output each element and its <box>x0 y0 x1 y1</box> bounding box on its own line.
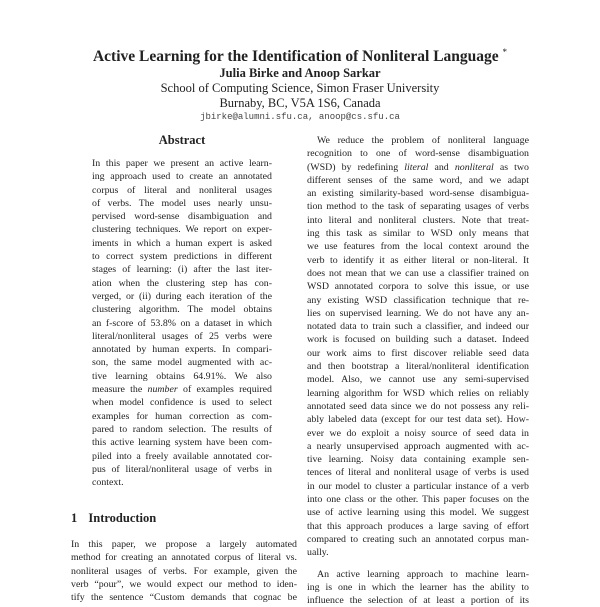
title-footnote-mark: * <box>502 47 508 57</box>
text-line: context. <box>92 477 124 489</box>
text-segment: and <box>428 161 455 173</box>
text-line: We reduce the problem of nonliteral language <box>317 135 529 146</box>
text-line: and then bootstrap a literal/nonliteral identification <box>307 361 529 373</box>
text-line: pus of literal/nonliteral usage of verbs in <box>92 463 272 475</box>
right-column-body <box>307 134 529 607</box>
address: Burnaby, BC, V5A 1S6, Canada <box>219 96 381 110</box>
text-line: use of active learning using this model. We suggest <box>307 507 529 519</box>
text-line: An active learning approach to machine learn- <box>317 568 529 580</box>
text-line: ing this task as similar to WSD only means that <box>307 228 529 240</box>
text-line: when model confidence is used to select <box>92 397 272 409</box>
text-line: notated data to train such a classifier, and indeed our <box>307 321 529 333</box>
text-line: lies on supervised learning. We do not have any an- <box>307 307 529 319</box>
text-line: verged, or (ii) during each iteration of the <box>92 290 272 302</box>
text-line: son, the same model augmented with ac- <box>92 357 272 369</box>
text-line: work is focused on building such a dataset. Indeed <box>307 334 529 346</box>
text-line: this active learning system have been com- <box>92 437 272 449</box>
text-line: different senses of the same word, and we adapt <box>307 174 529 186</box>
text-line: a nearly unsupervised approach augmented with ac- <box>307 440 529 452</box>
italic-text: literal <box>404 161 429 173</box>
text-line: ing approach used to create an annotated <box>92 171 272 183</box>
text-line: verb to identify it as either literal or non-literal. It <box>307 254 529 266</box>
text-line: piled into a freely available annotated cor- <box>92 450 272 462</box>
text-line: annotated seed data since we do not possess any reli- <box>307 400 529 412</box>
text-line <box>307 161 529 174</box>
text-segment: as two <box>493 161 529 173</box>
text-line: into literal and nonliteral clusters. Note that treat- <box>307 214 529 226</box>
text-line: method for creating an annotated corpus of literal vs. <box>71 552 297 564</box>
emails: jbirke@alumni.sfu.ca, anoop@cs.sfu.ca <box>200 112 400 122</box>
abstract-heading: Abstract <box>158 133 206 147</box>
text-line: into one class or the other. This paper focuses on the <box>307 494 529 506</box>
text-line: clustering algorithm. The model obtains <box>92 304 272 316</box>
text-line: verb “pour”, we would expect our method to iden- <box>71 578 297 590</box>
authors: Julia Birke and Anoop Sarkar <box>219 66 381 80</box>
text-line: tive learning obtains 64.91%. We also <box>92 370 272 382</box>
text-line: pervised word-sense disambiguation and <box>92 211 272 223</box>
text-line: any existing WSD classification technique that re- <box>307 294 529 306</box>
text-line: tences of literal and nonliteral usage of verbs is used <box>307 467 529 479</box>
affiliation: School of Computing Science, Simon Fraser University <box>160 81 440 95</box>
text-line: tify the sentence “Custom demands that cognac be <box>71 592 297 604</box>
text-line: ever we do exploit a noisy source of seed data in <box>307 427 529 439</box>
text-line: In this paper, we propose a largely automated <box>71 539 297 550</box>
text-line: an f-score of 53.8% on a dataset in which <box>92 317 272 329</box>
text-line: ing is one in which the learner has the ability to <box>307 581 529 593</box>
text-line: literal/nonliteral usages of 25 verbs were <box>92 330 272 342</box>
text-line: tion method to the task of separating usages of verbs <box>307 201 529 213</box>
text-line: compared to creating such an annotated corpus man- <box>307 533 529 545</box>
text-line: In this paper we present an active learn- <box>92 158 272 169</box>
text-line: nonliteral usages of verbs. For example, given the <box>71 565 297 577</box>
text-line: does not mean that we can use a classifier trained on <box>307 267 529 279</box>
introduction-body <box>71 538 297 604</box>
text-line: to correct system predictions in different <box>92 251 272 263</box>
text-line: we use features from the local context around the <box>307 241 529 253</box>
text-line: ably labeled data (except for our test data set). How- <box>307 414 529 426</box>
text-line: WSD annotated corpora to solve this issue, or use <box>307 281 529 293</box>
text-line: pared to random selection. The results of <box>92 423 272 435</box>
text-segment: (WSD) by redefining <box>307 161 405 173</box>
text-line: clustering techniques. We report on exper- <box>92 224 272 236</box>
paragraph-gap <box>307 560 529 568</box>
text-line: an existing similarity-based word-sense disambigua- <box>307 188 529 200</box>
text-line: corpus of literal and nonliteral usages <box>92 184 272 196</box>
text-line: of verbs. The model uses nearly unsu- <box>92 197 272 209</box>
paper-title <box>0 47 600 66</box>
text-line: annotated by human experts. In compari- <box>92 344 272 356</box>
abstract-body <box>92 157 272 489</box>
italic-text: nonliteral <box>454 161 494 173</box>
text-segment: of examples required <box>177 384 272 396</box>
section-heading-introduction: 1 Introduction <box>71 511 157 525</box>
text-line: our work aims to first discover reliable seed data <box>307 347 529 359</box>
text-line: influence the selection of at least a portion of its <box>307 595 529 607</box>
text-line: stages of learning: (i) after the last iter- <box>92 264 272 276</box>
text-line: iments in which a human expert is asked <box>92 237 272 249</box>
text-line: that this approach produces a large saving of effort <box>307 520 529 532</box>
text-line: tive learning. Noisy data containing example sen- <box>307 454 529 466</box>
text-line: examples for human correction as com- <box>92 410 272 422</box>
text-line: learning algorithm for WSD which relies on reliably <box>307 387 529 399</box>
text-line: ation when the clustering step has con- <box>92 277 272 289</box>
italic-text: number <box>147 384 178 396</box>
text-line: recognition to one of word-sense disambiguation <box>307 148 529 160</box>
text-segment: measure the <box>92 384 148 396</box>
text-line: ually. <box>307 547 329 559</box>
text-line <box>92 383 272 396</box>
text-line: in our model to cluster a particular instance of a verb <box>307 480 529 492</box>
title-text: Active Learning for the Identification of Nonliteral Language <box>92 48 499 66</box>
text-line: model. Also, we cannot use any semi-supervised <box>307 374 529 386</box>
